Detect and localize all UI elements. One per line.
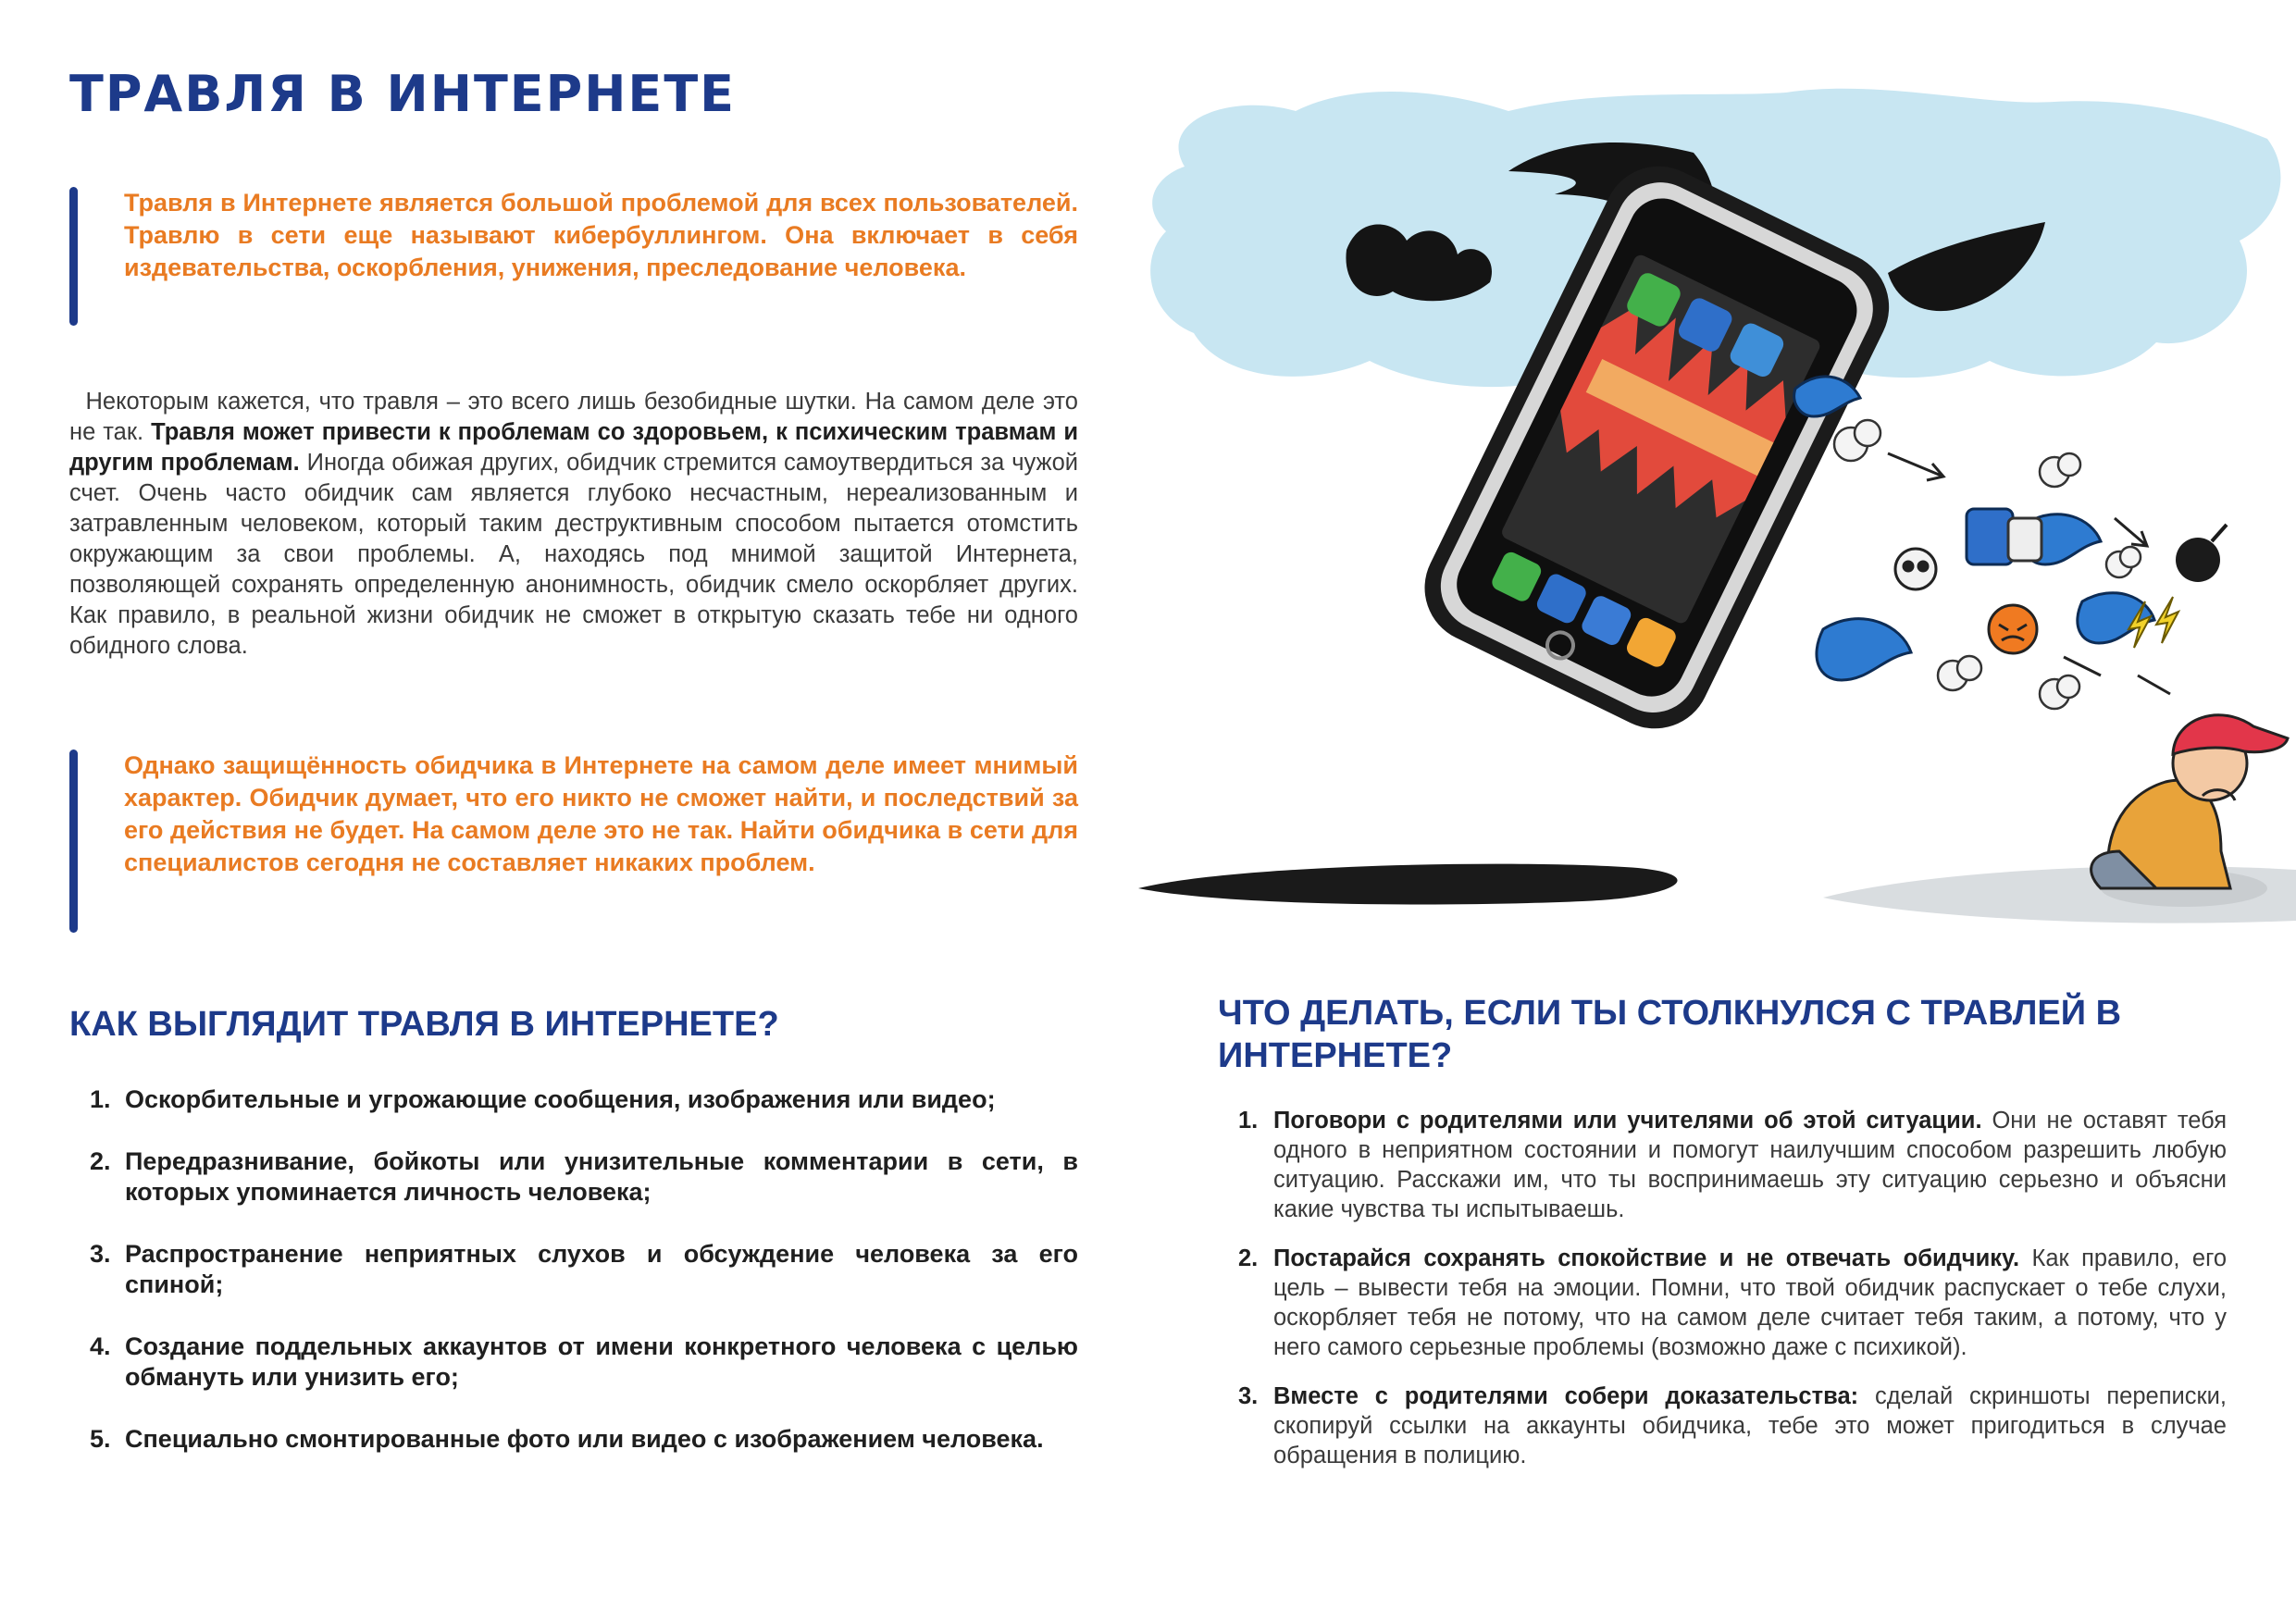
cyberbullying-illustration: [1120, 83, 2296, 935]
item-number: 1.: [90, 1085, 111, 1113]
item-text: Они не оставят тебя одного в неприятном состоянии и помогут наилучшим способом разрешить любую ситуацию. Расскажи им, что ты воспринимаешь эту ситуацию серьезно и объясни какие чувства ты испытываешь.: [1273, 1108, 2227, 1222]
intro-text-2: Иногда обижая других, обидчик стремится самоутвердиться за чужой счет. Очень часто обидчик сам является глубоко несчастным, нереализованным и затравленным человеком, который таким деструктивным способом пытается отомстить окружающим за свои проблемы. А, находясь под мнимой защитой Интернета, позволяющей сохранять определенную анонимность, обидчик смело оскорбляет других. Как правило, в реальной жизни обидчик не сможет в открытую сказать тебе ни одного обидного слова.: [69, 450, 1078, 659]
right-heading: ЧТО ДЕЛАТЬ, ЕСЛИ ТЫ СТОЛКНУЛСЯ С ТРАВЛЕЙ В ИНТЕРНЕТЕ?: [1218, 994, 2122, 1075]
ground-shadow: [1138, 864, 1678, 905]
callout-definition-text: Травля в Интернете является большой проблемой для всех пользователей. Травлю в сети еще называют кибербуллингом. Она включает в себя издевательства, оскорбления, унижения, преследование человека.: [124, 189, 1078, 281]
item-text: Распространение неприятных слухов и обсуждение человека за его спиной;: [125, 1240, 1078, 1298]
skull-icon: [1895, 549, 1936, 589]
item-text: сделай скриншоты переписки, скопируй ссылки на аккаунты обидчика, тебе это может пригодиться в случае обращения в полицию.: [1273, 1383, 2227, 1468]
bullying-forms-list: [90, 1084, 1078, 1486]
item-text: Создание поддельных аккаунтов от имени конкретного человека с целью обмануть или унизить его;: [125, 1332, 1078, 1391]
item-bold: Поговори с родителями или учителями об этой ситуации.: [1273, 1108, 1982, 1134]
item-text: Оскорбительные и угрожающие сообщения, изображения или видео;: [125, 1085, 996, 1113]
item-text: Специально смонтированные фото или видео с изображением человека.: [125, 1425, 1044, 1453]
list-item: [90, 1332, 1078, 1393]
list-item: [90, 1239, 1078, 1300]
item-bold: Постарайся сохранять спокойствие и не отвечать обидчику.: [1273, 1245, 2020, 1271]
angry-face-icon: [1989, 605, 2037, 653]
thumbs-down-icon: [1967, 509, 2042, 564]
intro-paragraph: [69, 387, 1078, 662]
callout-definition: [69, 187, 1078, 326]
item-bold: Вместе с родителями собери доказательства:: [1273, 1383, 1859, 1409]
bomb-icon: [2176, 525, 2227, 582]
list-item: [1238, 1244, 2227, 1362]
page-title: ТРАВЛЯ В ИНТЕРНЕТЕ: [69, 65, 737, 123]
item-number: 2.: [90, 1147, 111, 1175]
list-item: [1238, 1106, 2227, 1224]
callout-bar: [69, 187, 78, 326]
list-item: [90, 1146, 1078, 1208]
callout-anonymity-text: Однако защищённость обидчика в Интернете на самом деле имеет мнимый характер. Обидчик думает, что его никто не сможет найти, и последствий за его действия не будет. На самом деле это не так. Найти обидчика в сети для специалистов сегодня не составляет никаких проблем.: [124, 751, 1078, 876]
item-text: Передразнивание, бойкоты или унизительные комментарии в сети, в которых упоминается личность человека;: [125, 1147, 1078, 1206]
what-to-do-list: [1238, 1106, 2227, 1490]
list-item: [90, 1084, 1078, 1115]
item-number: 3.: [1238, 1383, 1259, 1409]
item-text: Как правило, его цель – вывести тебя на эмоции. Помни, что твой обидчик распускает о тебе слухи, оскорбляет тебя не потому, что на самом деле считает тебя таким, а потому, что у него самого серьезные проблемы (возможно даже с психикой).: [1273, 1245, 2227, 1360]
callout-bar: [69, 750, 78, 933]
item-number: 5.: [90, 1425, 111, 1453]
item-number: 2.: [1238, 1245, 1259, 1271]
list-item: [1238, 1381, 2227, 1470]
left-heading: КАК ВЫГЛЯДИТ ТРАВЛЯ В ИНТЕРНЕТЕ?: [69, 1005, 779, 1044]
list-item: [90, 1424, 1078, 1455]
callout-anonymity: [69, 750, 1078, 933]
item-number: 3.: [90, 1240, 111, 1268]
intro-text-1: Некоторым кажется, что травля – это всего лишь безобидные шутки. На самом деле это не так.: [69, 389, 1078, 445]
item-number: 1.: [1238, 1108, 1259, 1134]
intro-bold: Травля может привести к проблемам со здоровьем, к психическим травмам и другим проблемам.: [69, 419, 1078, 476]
item-number: 4.: [90, 1332, 111, 1360]
